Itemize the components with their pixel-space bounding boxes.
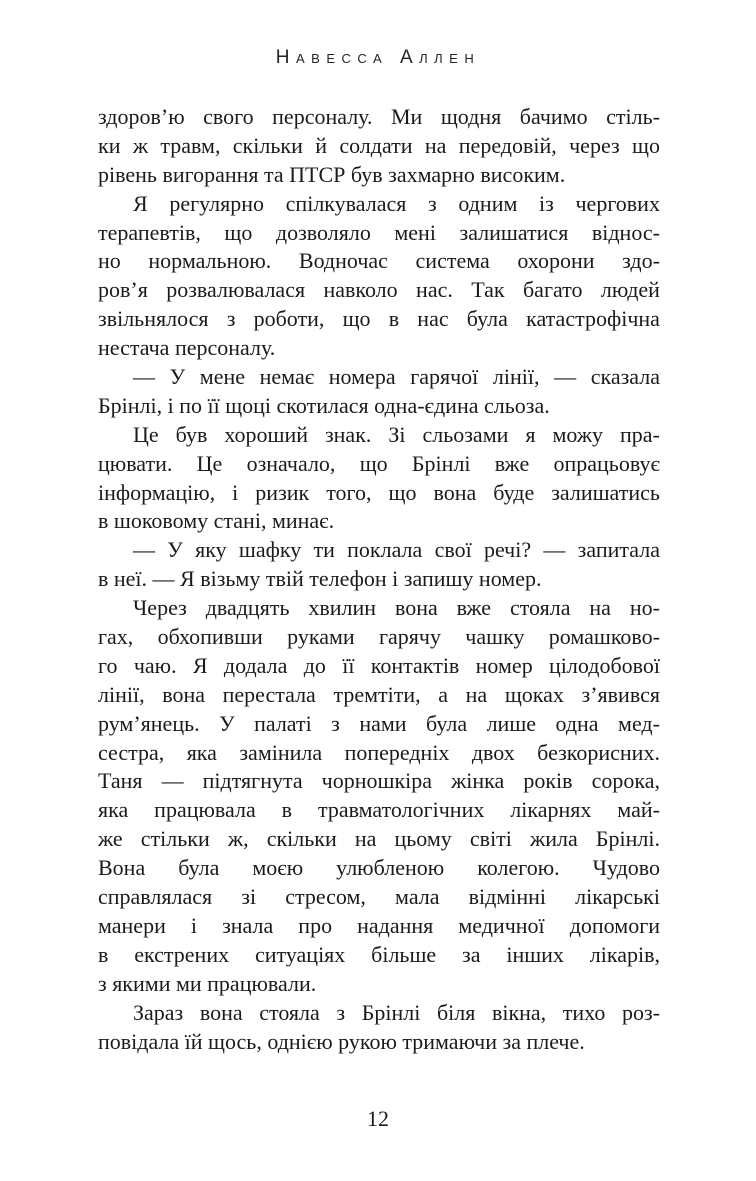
- paragraph: [98, 594, 660, 998]
- text-line: справлялася зі стресом, мала відмінні лікарські: [98, 884, 660, 910]
- text-line: в екстрених ситуаціях більше за інших лікарів,: [98, 941, 660, 967]
- text-line: лінії, вона перестала тремтіти, а на щоках з’явився: [98, 681, 660, 707]
- running-head: Навесса Аллен: [275, 47, 481, 68]
- text-line: яка працювала в травматологічних лікарнях май-: [98, 797, 660, 823]
- text-line: го чаю. Я додала до її контактів номер цілодобової: [98, 652, 660, 678]
- text-line: в шоковому стані, минає.: [98, 508, 335, 534]
- text-line: Зараз вона стояла з Брінлі біля вікна, тихо роз-: [133, 999, 660, 1025]
- text-line: сестра, яка замінила попередніх двох безкорисних.: [98, 739, 660, 765]
- text-line: манери і знала про надання медичної допомоги: [98, 912, 660, 938]
- text-line: інформацію, і ризик того, що вона буде залишатись: [98, 479, 660, 505]
- text-line: рівень вигорання та ПТСР був захмарно високим.: [98, 161, 566, 187]
- text-line: Брінлі, і по її щоці скотилася одна-єдина сльоза.: [98, 392, 550, 418]
- paragraph: [98, 103, 660, 190]
- page-number: 12: [367, 1106, 389, 1131]
- text-line: здоров’ю свого персоналу. Ми щодня бачимо стіль-: [98, 104, 660, 129]
- paragraph: [98, 363, 660, 421]
- text-line: Вона була моєю улюбленою колегою. Чудово: [98, 855, 660, 881]
- text-line: гах, обхопивши руками гарячу чашку ромашково-: [98, 624, 660, 650]
- text-line: терапевтів, що дозволяло мені залишатися віднос-: [98, 219, 660, 245]
- text-line: но нормальною. Водночас система охорони здо-: [98, 248, 660, 274]
- text-line: Я регулярно спілкувалася з одним із чергових: [133, 190, 660, 216]
- text-line: рум’янець. У палаті з нами була лише одна мед-: [98, 710, 660, 736]
- text-line: в неї. — Я візьму твій телефон і запишу номер.: [98, 566, 542, 592]
- text-line: звільнялося з роботи, що в нас була катастрофічна: [98, 306, 660, 332]
- paragraph: [98, 999, 660, 1057]
- paragraph: [98, 536, 660, 594]
- text-line: Через двадцять хвилин вона вже стояла на но-: [133, 595, 660, 621]
- text-line: повідала їй щось, однією рукою тримаючи за плече.: [98, 1028, 585, 1054]
- text-line: ров’я розвалювалася навколо нас. Так багато людей: [98, 277, 660, 303]
- text-line: Це був хороший знак. Зі сльозами я можу пра-: [133, 421, 660, 447]
- text-line: — У яку шафку ти поклала свої речі? — запитала: [133, 537, 660, 563]
- text-line: — У мене немає номера гарячої лінії, — сказала: [133, 364, 660, 390]
- paragraph: [98, 421, 660, 537]
- text-line: Таня — підтягнута чорношкіра жінка років сорока,: [98, 768, 660, 794]
- text-line: ки ж травм, скільки й солдати на передовій, через що: [98, 132, 660, 158]
- text-line: же стільки ж, скільки на цьому світі жила Брінлі.: [98, 826, 660, 852]
- text-line: з якими ми працювали.: [98, 970, 317, 996]
- text-line: цювати. Це означало, що Брінлі вже опрацьовує: [98, 450, 660, 476]
- paragraph: [98, 190, 660, 363]
- body-text: [98, 103, 660, 1056]
- text-line: нестача персоналу.: [98, 335, 276, 361]
